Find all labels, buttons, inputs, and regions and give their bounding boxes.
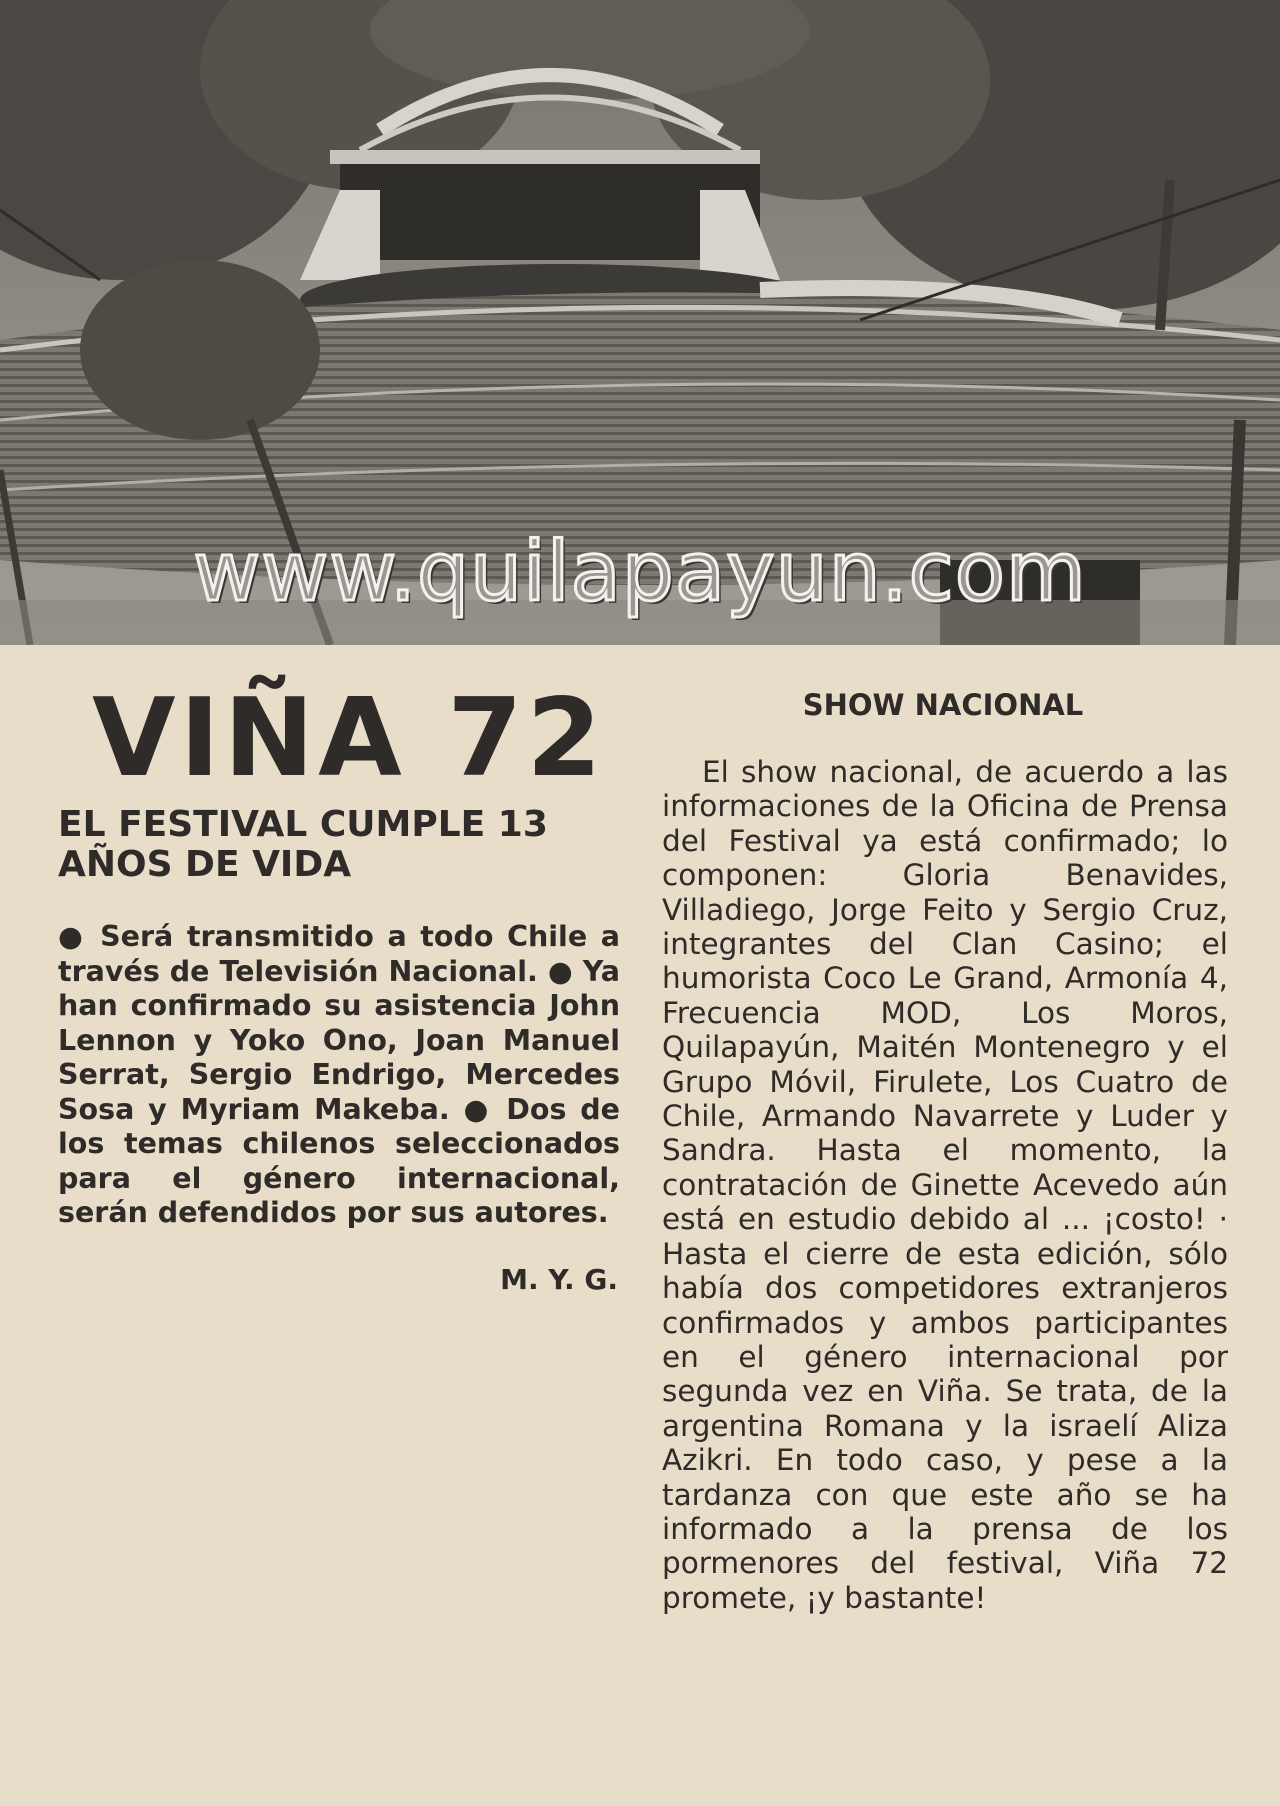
watermark-text: www.quilapayun.com — [193, 525, 1087, 620]
section-title: SHOW NACIONAL — [802, 688, 1084, 722]
amphitheater-photo — [0, 0, 1280, 645]
article-title: VIÑA 72 — [92, 676, 606, 801]
article-summary: ● Será transmitido a todo Chile a través de Televisión Nacional. ● Ya han confirmado su asistencia John Lennon y Yoko Ono, Joan Manuel Serrat, Sergio Endrigo, Mercedes Sosa y Myriam Makeba. ● Dos de los temas chilenos seleccionados para el género internacional, serán defendidos por sus autores. — [58, 920, 620, 1229]
article — [0, 645, 1280, 1806]
article-body: El show nacional, de acuerdo a las informaciones de la Oficina de Prensa del Festival ya está confirmado; lo componen: Gloria Benavides, Villadiego, Jorge Feito y Sergio Cruz, integrantes del Clan Casino; el humorista Coco Le Grand, Armonía 4, Frecuencia MOD, Los Moros, Quilapayún, Maitén Montenegro y el Grupo Móvil, Firulete, Los Cuatro de Chile, Armando Navarrete y Luder y Sandra. Hasta el momento, la contratación de Ginette Acevedo aún está en estudio debido al ... ¡costo! · Hasta el cierre de esta edición, sólo había dos competidores extranjeros confirmados y ambos participantes en el género internacional por segunda vez en Viña. Se trata, de la argentina Romana y la israelí Aliza Azikri. En todo caso, y pese a la tardanza con que este año se ha informado a la prensa de los pormenores del festival, Viña 72 promete, ¡y bastante! — [662, 755, 1228, 1615]
author-byline: M. Y. G. — [500, 1263, 618, 1296]
article-subtitle: EL FESTIVAL CUMPLE 13 AÑOS DE VIDA — [58, 804, 548, 885]
